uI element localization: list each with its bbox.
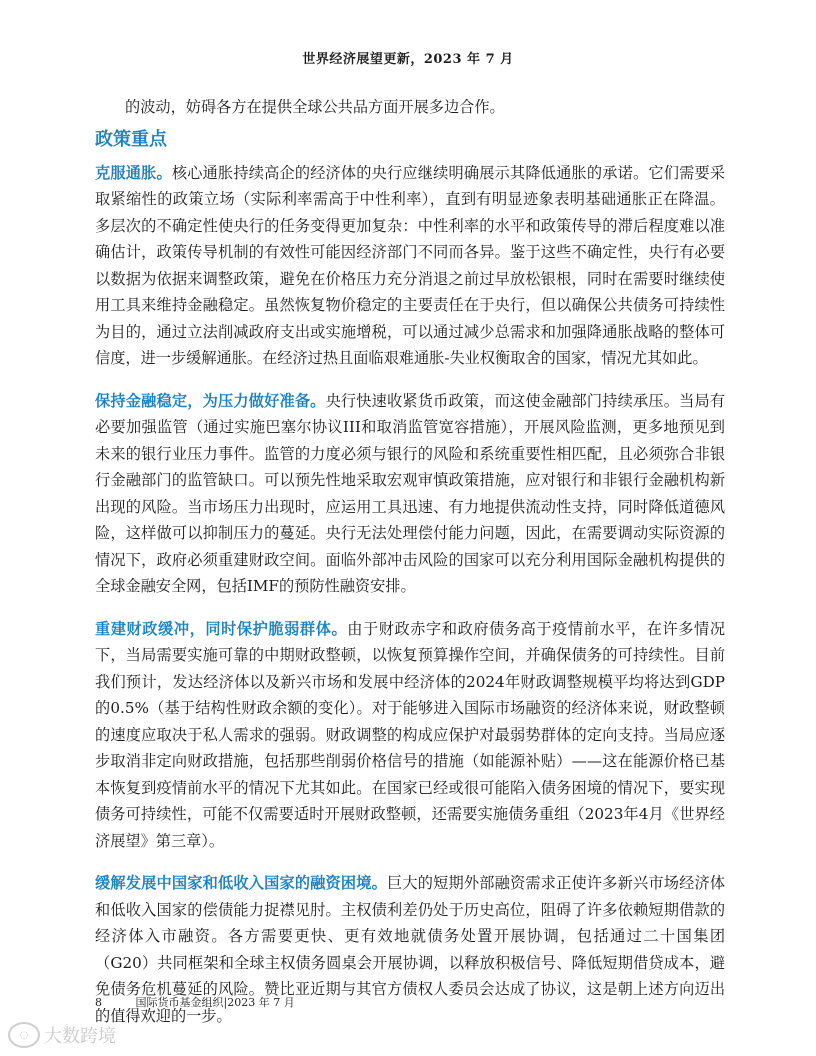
watermark-text: 大数跨境 (44, 1026, 116, 1047)
page-number: 8 (95, 996, 102, 1009)
page-footer (95, 994, 295, 1010)
paragraph-fiscal-buffers (95, 616, 725, 855)
paragraph-body: 核心通胀持续高企的经济体的央行应继续明确展示其降低通胀的承诺。它们需要采取紧缩性的政策立场（实际利率需高于中性利率），直到有明显迹象表明基础通胀正在降温。多层次的不确定性使央行的任务变得更加复杂：中性利率的水平和政策传导的滞后程度难以准确估计，政策传导机制的有效性可能因经济部门不同而各异。鉴于这些不确定性，央行有必要以数据为依据来调整政策，避免在价格压力充分消退之前过早放松银根，同时在需要时继续使用工具来维持金融稳定。虽然恢复物价稳定的主要责任在于央行，但以确保公共债务可持续性为目的，通过立法削减政府支出或实施增税，可以通过减少总需求和加强降通胀战略的整体可信度，进一步缓解通胀。在经济过热且面临艰难通胀-失业权衡取舍的国家，情况尤其如此。 (95, 163, 726, 367)
page-content (95, 94, 725, 1029)
footer-org-date: 国际货币基金组织|2023 年 7 月 (135, 996, 295, 1009)
paragraph-lead: 重建财政缓冲，同时保护脆弱群体。 (95, 619, 348, 638)
paragraph-financial-stability (95, 388, 725, 600)
section-heading: 政策重点 (95, 128, 167, 150)
paragraph-inflation (95, 160, 725, 372)
watermark-logo-icon: ◌ (8, 1022, 40, 1048)
intro-paragraph: 的波动，妨碍各方在提供全球公共品方面开展多边合作。 (125, 98, 505, 116)
paragraph-lead: 保持金融稳定，为压力做好准备。 (95, 391, 326, 410)
watermark (8, 1022, 116, 1048)
paragraph-body: 央行快速收紧货币政策，而这使金融部门持续承压。当局有必要加强监管（通过实施巴塞尔协议III和取消监管宽容措施），开展风险监测，更多地预见到未来的银行业压力事件。监管的力度必须与银行的风险和系统重要性相匹配，且必须弥合非银行金融部门的监管缺口。可以预先性地采取宏观审慎政策措施，应对银行和非银行金融机构新出现的风险。当市场压力出现时，应运用工具迅速、有力地提供流动性支持，同时降低道德风险，这样做可以抑制压力的蔓延。央行无法处理偿付能力问题，因此，在需要调动实际资源的情况下，政府必须重建财政空间。面临外部冲击风险的国家可以充分利用国际金融机构提供的全球金融安全网，包括IMF的预防性融资安排。 (95, 391, 726, 595)
paragraph-lead: 克服通胀。 (95, 163, 172, 182)
paragraph-body: 由于财政赤字和政府债务高于疫情前水平，在许多情况下，当局需要实施可靠的中期财政整顿，以恢复预算操作空间，并确保债务的可持续性。目前我们预计，发达经济体以及新兴市场和发展中经济体的2024年财政调整规模平均将达到GDP的0.5%（基于结构性财政余额的变化）。对于能够进入国际市场融资的经济体来说，财政整顿的速度应取决于私人需求的强弱。财政调整的构成应保护对最弱势群体的定向支持。当局应逐步取消非定向财政措施，包括那些削弱价格信号的措施（如能源补贴）——这在能源价格已基本恢复到疫情前水平的情况下尤其如此。在国家已经或很可能陷入债务困境的情况下，要实现债务可持续性，可能不仅需要适时开展财政整顿，还需要实施债务重组（2023年4月《世界经济展望》第三章）。 (95, 619, 726, 850)
running-header: 世界经济展望更新，2023 年 7 月 (302, 52, 514, 67)
paragraph-body: 巨大的短期外部融资需求正使许多新兴市场经济体和低收入国家的偿债能力捉襟见肘。主权债利差仍处于历史高位，阻碍了许多依赖短期借款的经济体入市融资。各方需要更快、更有效地就债务处置开展协调，包括通过二十国集团（G20）共同框架和全球主权债务圆桌会开展协调，以释放积极信号、降低短期借贷成本，避免债务危机蔓延的风险。赞比亚近期与其官方债权人委员会达成了协议，这是朝上述方向迈出的值得欢迎的一步。 (95, 874, 726, 1025)
paragraph-lead: 缓解发展中国家和低收入国家的融资困境。 (95, 874, 388, 892)
